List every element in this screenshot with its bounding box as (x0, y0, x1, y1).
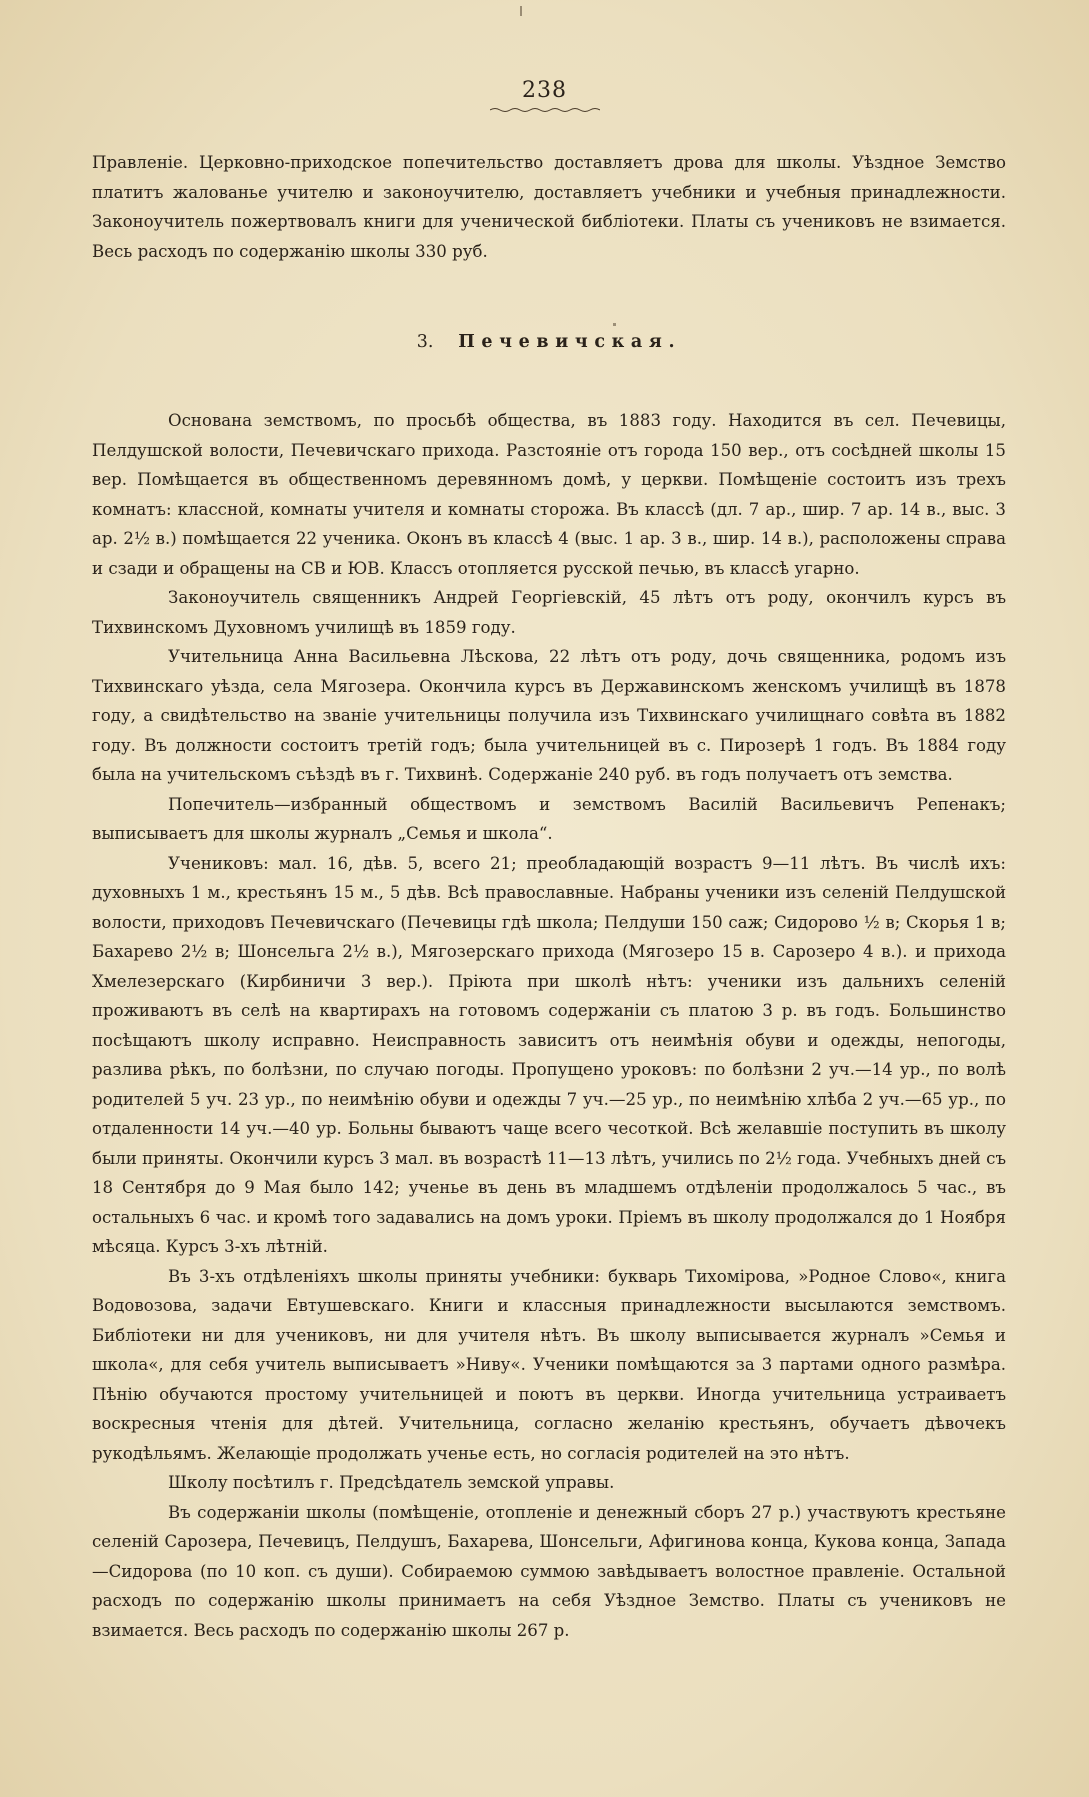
page-number: 238 (522, 78, 567, 103)
intro-paragraph: Правленіе. Церковно-приходское попечительство доставляетъ дрова для школы. Уѣздное Земство платитъ жалованье учителю и законоучителю, доставляетъ учебники и учебныя принадлежности. Законоучитель пожертвовалъ книги для ученической библіотеки. Платы съ учениковъ не взимается. Весь расходъ по содержанію школы 330 руб. (92, 153, 1006, 261)
page-body (92, 148, 1006, 1645)
page-header (0, 78, 1089, 113)
paragraph-teacher: Учительница Анна Васильевна Лѣскова, 22 лѣтъ отъ роду, дочь священника, родомъ изъ Тихвинскаго уѣзда, села Мягозера. Окончила курсъ въ Державинскомъ женскомъ училищѣ въ 1878 году, а свидѣтельство на званіе учительницы получила изъ Тихвинскаго училищнаго совѣта въ 1882 году. Въ должности состоитъ третій годъ; была учительницей въ с. Пирозерѣ 1 годъ. Въ 1884 году была на учительскомъ съѣздѣ въ г. Тихвинѣ. Содержаніе 240 руб. въ годъ получаетъ отъ земства. (92, 647, 1006, 784)
ink-speck-top (520, 6, 522, 16)
paragraph-textbooks: Въ 3-хъ отдѣленіяхъ школы приняты учебники: букварь Тихоміровa, »Родное Слово«, книга Водовозова, задачи Евтушевскаго. Книги и классныя принадлежности высылаются земствомъ. Библіотеки ни для учениковъ, ни для учителя нѣтъ. Въ школу выписывается журналъ »Семья и школа«, для себя учитель выписываетъ »Ниву«. Ученики помѣщаются за 3 партами одного размѣра. Пѣнію обучаются простому учительницей и поютъ въ церкви. Иногда учительница устраиваетъ воскресныя чтенія для дѣтей. Учительница, согласно желанію крестьянъ, обучаетъ дѣвочекъ рукодѣльямъ. Желающіе продолжать ученье есть, но согласія родителей на это нѣтъ. (92, 1266, 1006, 1463)
paragraph-founding: Основана земствомъ, по просьбѣ общества, въ 1883 году. Находится въ сел. Печевицы, Пелдушской волости, Печевичскаго прихода. Разстояніе отъ города 150 вер., отъ сосѣдней школы 15 вер. Помѣщается въ общественномъ деревянномъ домѣ, у церкви. Помѣщеніе состоитъ изъ трехъ комнатъ: классной, комнаты учителя и комнаты сторожа. Въ классѣ (дл. 7 ар., шир. 7 ар. 14 в., выс. 3 ар. 2½ в.) помѣщается 22 ученика. Оконъ въ классѣ 4 (выс. 1 ар. 3 в., шир. 14 в.), расположены справа и сзади и обращены на СВ и ЮВ. Классъ отопляется русской печью, въ классѣ угарно. (92, 411, 1006, 578)
paragraph-religion-teacher: Законоучитель священникъ Андрей Георгіевскій, 45 лѣтъ отъ роду, окончилъ курсъ въ Тихвинскомъ Духовномъ училищѣ въ 1859 году. (92, 588, 1006, 637)
paragraph-visit: Школу посѣтилъ г. Предсѣдатель земской управы. (168, 1473, 615, 1492)
paragraph-students: Учениковъ: мал. 16, дѣв. 5, всего 21; преобладающій возрастъ 9—11 лѣтъ. Въ числѣ ихъ: духовныхъ 1 м., крестьянъ 15 м., 5 дѣв. Всѣ православные. Набраны ученики изъ селеній Пелдушской волости, приходовъ Печевичскаго (Печевицы гдѣ школа; Пелдуши 150 саж; Сидорово ½ в; Скорья 1 в; Бахарево 2½ в; Шонсельга 2½ в.), Мягозерскаго прихода (Мягозеро 15 в. Сарозеро 4 в.). и прихода Хмелезерскаго (Кирбиничи 3 вер.). Пріюта при школѣ нѣтъ: ученики изъ дальнихъ селеній проживаютъ въ селѣ на квартирахъ на готовомъ содержаніи съ платою 3 р. въ годъ. Большинство посѣщаютъ школу исправно. Неисправность зависитъ отъ неимѣнія обуви и одежды, непогоды, разлива рѣкъ, по болѣзни, по случаю погоды. Пропущено уроковъ: по болѣзни 2 уч.—14 ур., по волѣ родителей 5 уч. 23 ур., по неимѣнію обуви и одежды 7 уч.—25 ур., по неимѣнію хлѣба 2 уч.—65 ур., по отдаленности 14 уч.—40 ур. Больны бываютъ чаще всего чесоткой. Всѣ желавшіе поступить въ школу были приняты. Окончили курсъ 3 мал. въ возрастѣ 11—13 лѣтъ, учились по 2½ года. Учебныхъ дней съ 18 Сентября до 9 Мая было 142; ученье въ день въ младшемъ отдѣленіи продолжалось 5 час., въ остальныхъ 6 час. и кромѣ того задавались на домъ уроки. Пріемъ въ школу продолжался до 1 Ноября мѣсяца. Курсъ 3-хъ лѣтній. (92, 853, 1006, 1256)
section-number: 3. (416, 332, 434, 352)
paragraph-trustee: Попечитель—избранный обществомъ и земствомъ Василій Васильевичъ Репенакъ; выписываетъ для школы журналъ „Семья и школа“. (92, 794, 1006, 843)
page-number-rule (490, 107, 600, 113)
section-heading (92, 332, 1006, 352)
paragraph-maintenance: Въ содержаніи школы (помѣщеніе, отопленіе и денежный сборъ 27 р.) участвуютъ крестьяне селеній Сарозера, Печевицъ, Пелдушъ, Бахарева, Шонсельги, Афигинова конца, Кукова конца, Запада—Сидорова (по 10 коп. съ души). Собираемою суммою завѣдываетъ волостное правленіе. Остальной расходъ по содержанію школы принимаетъ на себя Уѣздное Земство. Платы съ учениковъ не взимается. Весь расходъ по содержанію школы 267 р. (92, 1502, 1006, 1640)
section-title: Печевичская. (458, 332, 682, 352)
